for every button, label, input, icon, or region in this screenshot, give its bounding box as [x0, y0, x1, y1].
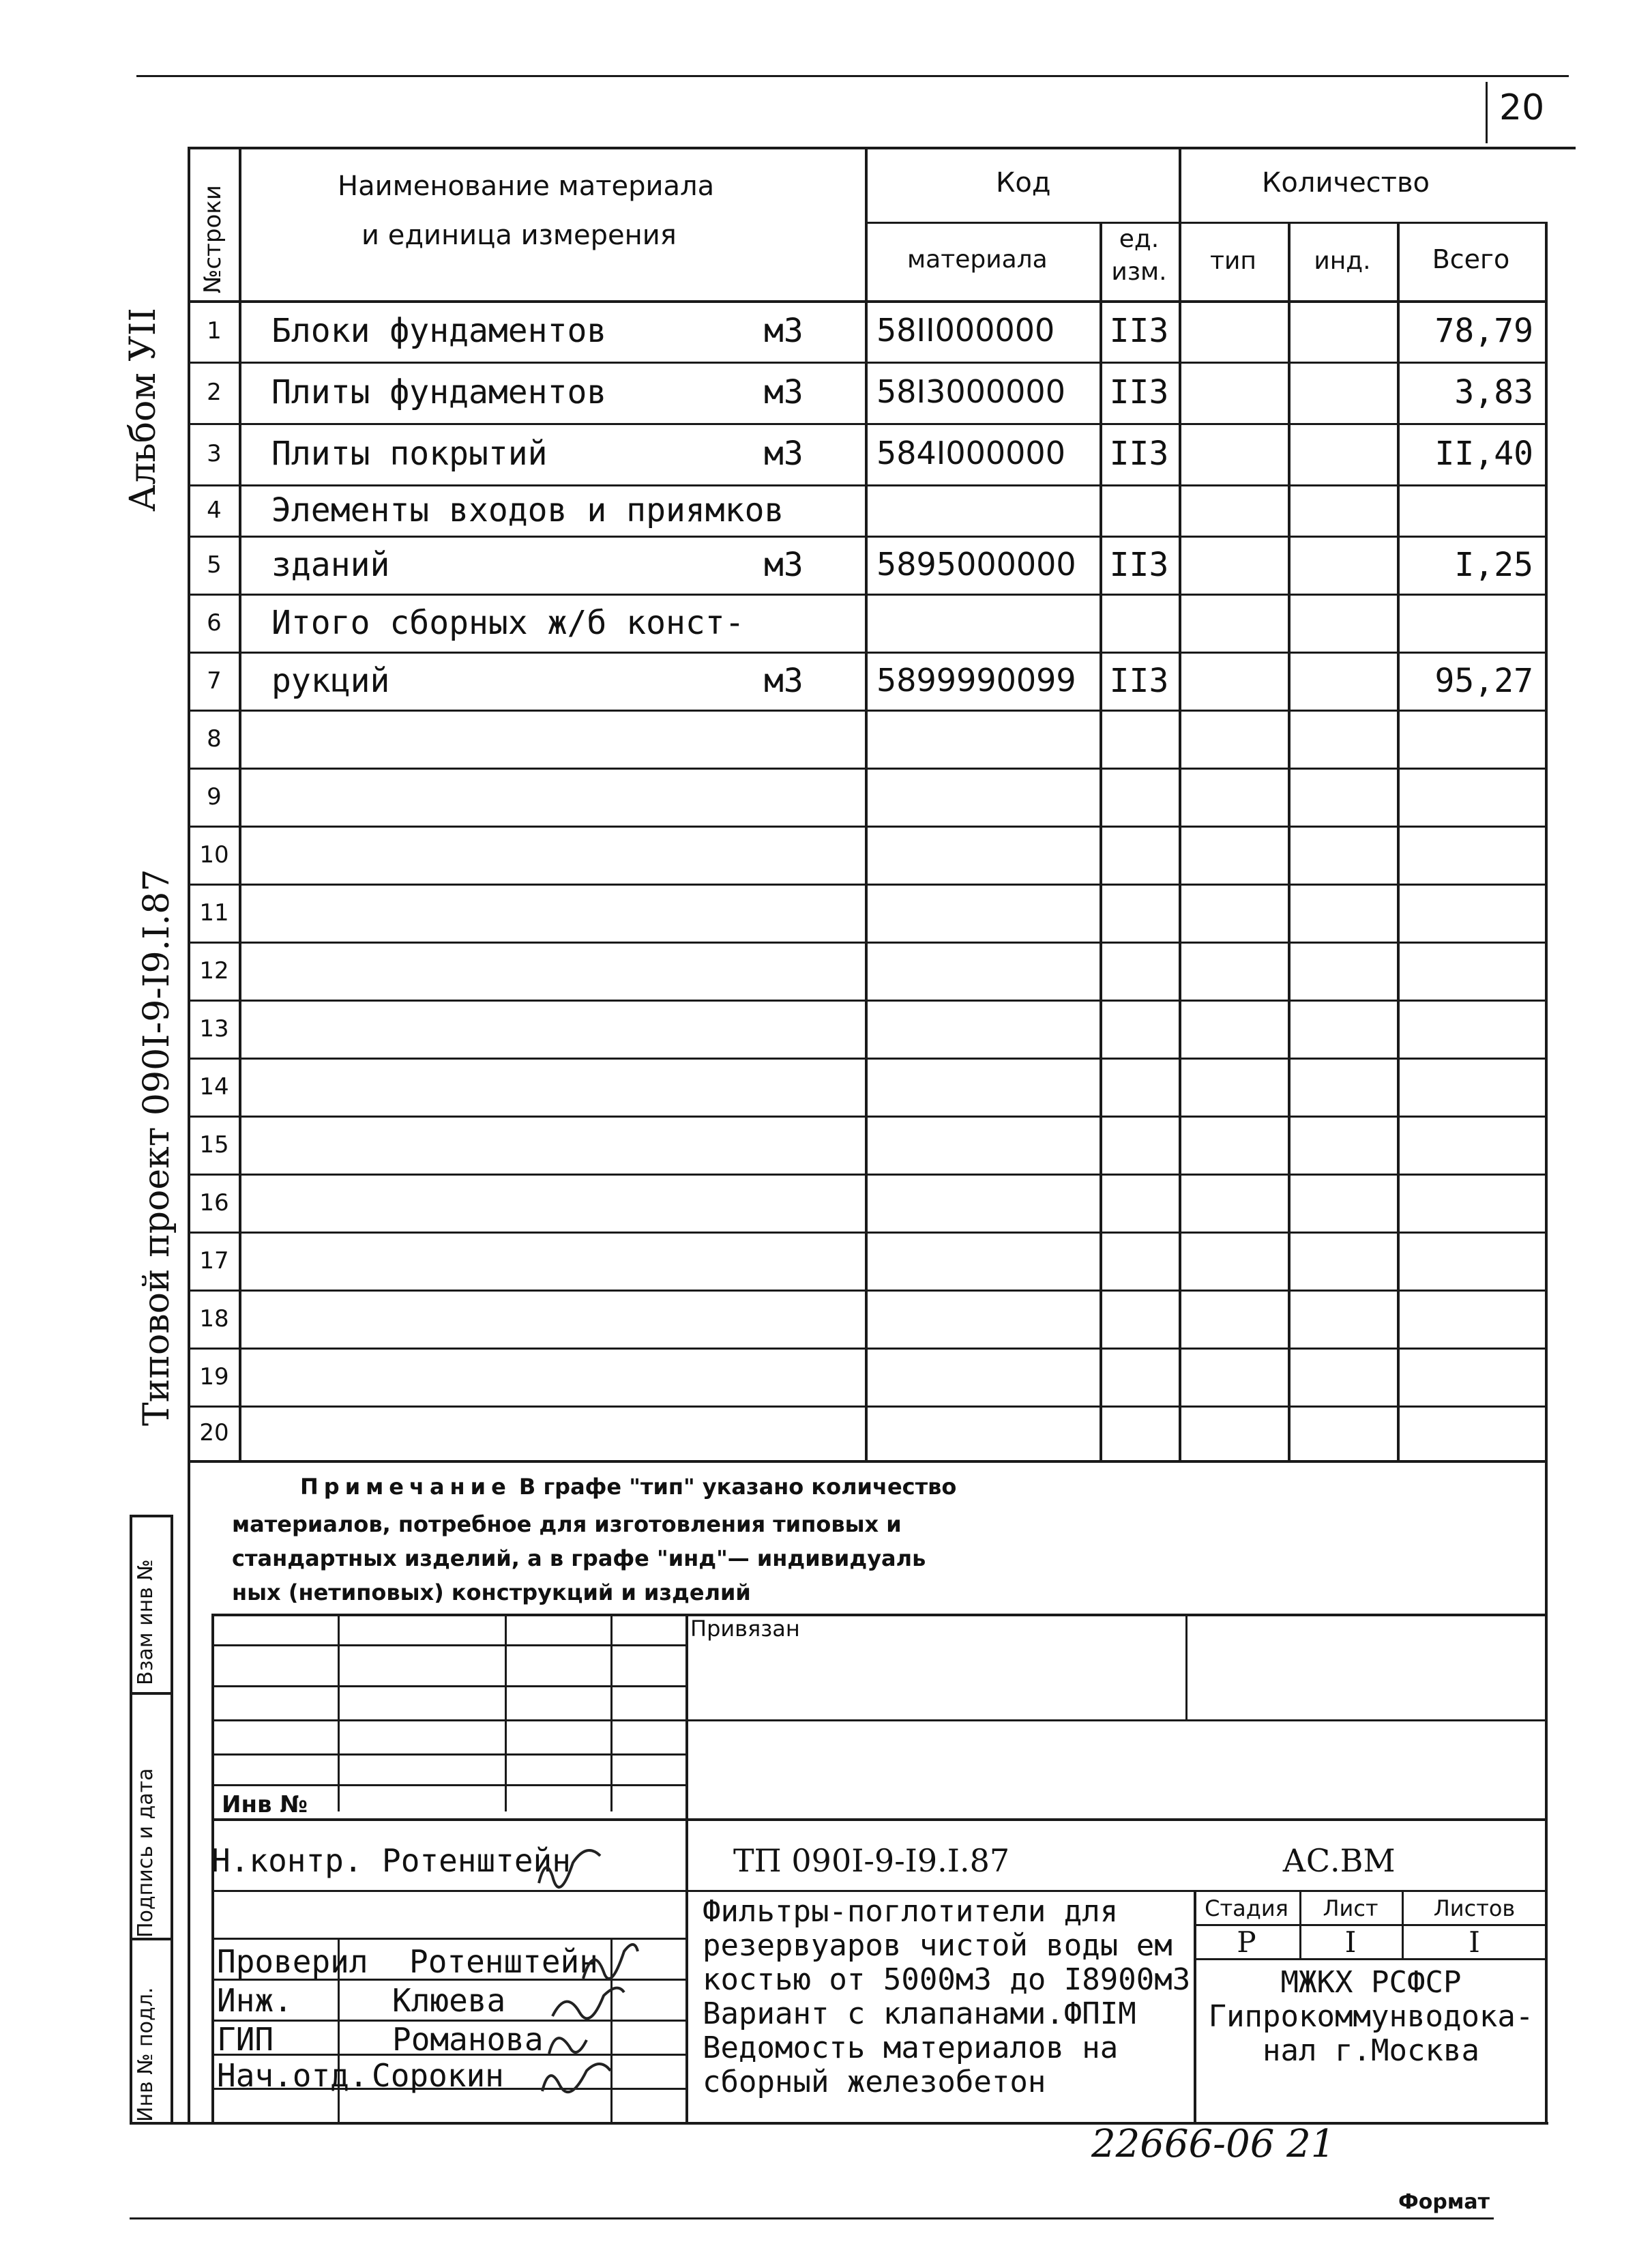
stamp-nach-otd-name: Сорокин [372, 2057, 504, 2094]
stamp-gip: ГИП [217, 2021, 274, 2058]
row-number: 3 [207, 440, 222, 467]
org-line-2: Гипрокоммунводока- [1208, 1999, 1534, 2034]
row-code: 5895000000 [876, 545, 1076, 583]
header-ind: инд. [1314, 247, 1371, 275]
row-vsego: 3,83 [1454, 373, 1533, 411]
row-unit: м3 [764, 661, 803, 700]
header-kolichestvo: Количество [1262, 167, 1430, 199]
org-line-3: нал г.Москва [1263, 2033, 1479, 2068]
page-number-box-left [1486, 82, 1488, 143]
stamp-l2 [211, 1685, 685, 1687]
row-number: 7 [207, 667, 222, 695]
footer-number: 22666-06 21 [1091, 2122, 1336, 2166]
stamp-col-main [685, 1614, 688, 2122]
row-number: 19 [199, 1363, 229, 1390]
row-ed: II3 [1109, 373, 1169, 411]
row-separator [188, 942, 1547, 944]
row-separator [188, 484, 1547, 486]
header-izm: изм. [1111, 258, 1167, 286]
side-box-sep1 [130, 1692, 173, 1695]
stamp-l5 [211, 1784, 685, 1786]
side-album: Альбом УII [123, 308, 164, 512]
row-number: 4 [207, 496, 222, 524]
row-unit: м3 [764, 435, 803, 473]
stamp-inv-no: Инв № [222, 1791, 308, 1818]
stamp-l4 [211, 1753, 685, 1756]
stamp-inzh: Инж. [217, 1982, 293, 2019]
stamp-privyazan: Привязан [690, 1616, 800, 1642]
row-separator [188, 594, 1547, 596]
stamp-gip-name: Романова [392, 2021, 544, 2058]
row-number: 18 [199, 1305, 229, 1333]
note-text-1: В графе "тип" указано количество [518, 1474, 957, 1500]
signature-gip [549, 2038, 587, 2054]
stamp-doc-code: ТП 090I-9-I9.I.87 [733, 1842, 1010, 1879]
stamp-l7 [211, 1890, 1547, 1892]
side-box-mid [171, 1515, 173, 2122]
row-separator [188, 362, 1547, 364]
stamp-inzh-name: Клюева [392, 1982, 506, 2019]
row-separator [188, 1290, 1547, 1292]
header-name-2: и единица измерения [362, 220, 677, 251]
row-name: Плиты фундаментов [271, 373, 607, 411]
row-name: Элементы входов и приямков [271, 491, 784, 529]
row-number: 5 [207, 551, 222, 579]
note-line4: ных (нетиповых) конструкций и изделий [232, 1579, 751, 1605]
row-number: 11 [199, 899, 229, 927]
row-name: Итого сборных ж/б конст- [271, 603, 745, 642]
side-project: Типовой проект 090I-9-I9.I.87 [136, 869, 177, 1426]
row-code: 5899990099 [876, 661, 1076, 699]
col-ed-right [1179, 147, 1181, 1460]
note-bottom [211, 1614, 1547, 1616]
row-ed: II3 [1109, 661, 1169, 700]
note-line1 [300, 1474, 956, 1500]
header-kod: Код [996, 167, 1051, 199]
stamp-col-b [505, 1614, 507, 1811]
row-separator [188, 1116, 1547, 1118]
header-material: материала [907, 246, 1048, 274]
stamp-title-3: костью от 5000м3 до I8900м3 [703, 1962, 1191, 1997]
header-bottom [188, 300, 1547, 303]
row-vsego: 95,27 [1434, 661, 1533, 700]
side-box-left [130, 1515, 132, 2122]
stamp-doc-mark: АС.ВМ [1282, 1842, 1396, 1879]
row-separator [188, 652, 1547, 654]
row-separator [188, 826, 1547, 828]
row-vsego: II,40 [1434, 435, 1533, 473]
row-separator [188, 1406, 1547, 1408]
col-name-right [865, 147, 868, 1460]
row-separator [188, 536, 1547, 538]
row-code: 58II000000 [876, 312, 1055, 349]
stamp-col-c [610, 1614, 613, 1811]
row-name: Блоки фундаментов [271, 312, 607, 350]
row-ed: II3 [1109, 312, 1169, 350]
row-number: 8 [207, 725, 222, 753]
side-inv-podl: Инв № подл. [134, 1987, 158, 2122]
row-separator [188, 423, 1547, 425]
header-tip: тип [1210, 247, 1256, 275]
row-separator [188, 1348, 1547, 1350]
row-vsego: 78,79 [1434, 312, 1533, 350]
side-podpis-data: Подпись и дата [134, 1768, 158, 1938]
stamp-l3 [211, 1719, 1547, 1721]
header-nstroki: №строки [199, 185, 226, 293]
note-line3: стандартных изделий, а в графе "инд"— индивидуаль [232, 1545, 926, 1571]
row-separator [188, 1174, 1547, 1176]
stage-value: Р [1237, 1925, 1256, 1959]
stamp-title-6: сборный железобетон [703, 2065, 1046, 2099]
row-unit: м3 [764, 545, 803, 584]
row-ed: II3 [1109, 435, 1169, 473]
row-number: 20 [199, 1419, 229, 1446]
sheet-header: Лист [1323, 1895, 1378, 1921]
row-vsego: I,25 [1454, 545, 1533, 584]
row-number: 16 [199, 1189, 229, 1217]
stamp-proveril-name: Ротенштейн [409, 1943, 598, 1980]
stamp-title-5: Ведомость материалов на [703, 2030, 1119, 2065]
note-title: Примечание [300, 1474, 512, 1500]
sheets-value: I [1469, 1925, 1480, 1959]
header-sub-line [865, 222, 1547, 224]
sheet-value: I [1344, 1925, 1357, 1959]
stamp-nach-otd: Нач.отд. [217, 2057, 368, 2094]
row-number: 15 [199, 1131, 229, 1159]
row-separator [188, 1232, 1547, 1234]
table-right-border [1545, 222, 1548, 2122]
note-line2: материалов, потребное для изготовления типовых и [232, 1511, 902, 1537]
stamp-l1 [211, 1644, 685, 1646]
side-box-bottom [130, 2122, 1548, 2125]
row-number: 10 [199, 841, 229, 869]
stamp-privyazan-split [1185, 1614, 1188, 1719]
header-vsego: Всего [1432, 244, 1510, 274]
row-unit: м3 [764, 312, 803, 350]
side-box-sep2 [130, 1938, 173, 1940]
row-name: рукций [271, 661, 390, 700]
row-separator [188, 710, 1547, 712]
page-number: 20 [1499, 87, 1545, 128]
row-code: 58I3000000 [876, 373, 1065, 410]
side-box-top [130, 1515, 173, 1517]
row-separator [188, 1058, 1547, 1060]
row-name: Плиты покрытий [271, 435, 548, 473]
row-code: 584I000000 [876, 435, 1065, 471]
stamp-title-1: Фильтры-поглотители для [703, 1894, 1119, 1929]
stamp-l6 [211, 1818, 1547, 1821]
row-number: 12 [199, 957, 229, 985]
row-number: 1 [207, 317, 222, 345]
row-number: 13 [199, 1015, 229, 1043]
footer-format: Формат [1398, 2190, 1490, 2214]
row-separator [188, 884, 1547, 886]
bottom-rule [130, 2217, 1494, 2219]
header-ed: ед. [1119, 225, 1160, 253]
stamp-proveril: Проверил [217, 1943, 368, 1980]
row-separator [188, 768, 1547, 770]
row-number: 6 [207, 609, 222, 637]
stamp-n-kontr: Н.контр. [211, 1842, 363, 1879]
sheets-header: Листов [1433, 1895, 1516, 1921]
stamp-title-4: Вариант с клапанами.ФПIМ [703, 1996, 1136, 2031]
stamp-l8 [211, 1938, 685, 1940]
org-line-1: МЖКХ РСФСР [1280, 1965, 1462, 2000]
row-number: 2 [207, 379, 222, 406]
row-number: 17 [199, 1247, 229, 1275]
row-separator [188, 1000, 1547, 1002]
row-number: 9 [207, 783, 222, 811]
header-top [188, 147, 1576, 149]
stamp-title-2: резервуаров чистой воды ем [703, 1928, 1172, 1963]
row-ed: II3 [1109, 545, 1169, 584]
header-name-1: Наименование материала [338, 171, 715, 202]
stamp-sign-col2 [610, 1938, 613, 2122]
stage-header: Стадия [1205, 1895, 1288, 1921]
top-rule [136, 75, 1569, 77]
col-tip-right [1288, 222, 1290, 1460]
side-vzam-inv: Взам инв № [134, 1559, 158, 1685]
row-name: зданий [271, 545, 390, 584]
stamp-col-a [338, 1614, 340, 1811]
stamp-n-kontr-name: Ротенштейн [382, 1842, 571, 1879]
signature-inzh [552, 1988, 624, 2019]
row-unit: м3 [764, 373, 803, 411]
row-number: 14 [199, 1073, 229, 1101]
table-bottom [188, 1460, 1547, 1463]
col-nstroki-right [239, 147, 241, 1460]
